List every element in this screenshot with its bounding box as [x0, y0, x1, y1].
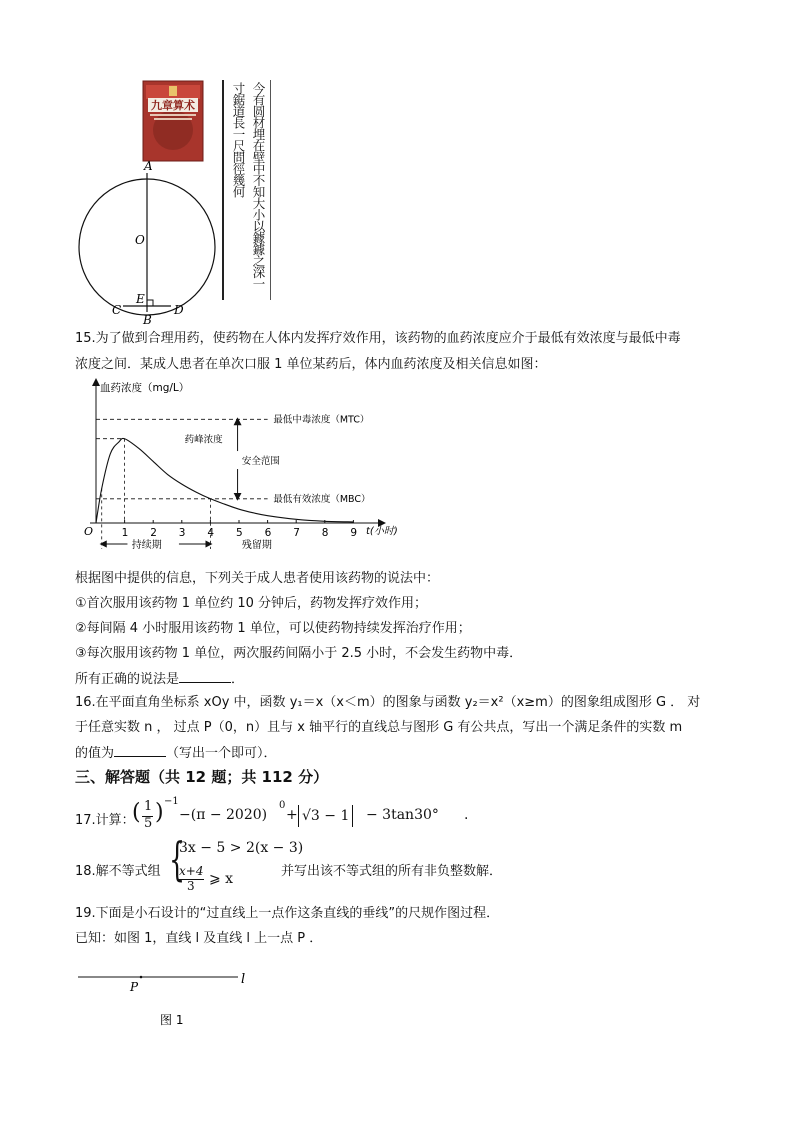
q17-plus: +: [286, 807, 298, 823]
x-tick-label: 5: [236, 527, 243, 539]
x-tick-label: 9: [350, 527, 358, 539]
q15-ask: [75, 670, 244, 689]
q18-ineq2-den: 3: [187, 879, 195, 893]
x-tick-label: 6: [264, 527, 272, 539]
x-tick-label: 8: [321, 527, 329, 539]
q16-line2: 于任意实数 n ， 过点 P（0，n）且与 x 轴平行的直线总与图形 G 有公共点，写出一个满足条件的实数 m: [75, 720, 683, 735]
q16-line3-b: （写出一个即可）．: [166, 746, 277, 761]
label-e: E: [136, 292, 145, 306]
q18-ineq2-rest: ⩾ x: [209, 871, 234, 887]
x-tick-label: 4: [207, 527, 215, 539]
q18-suffix: 并写出该不等式组的所有非负整数解．: [281, 864, 503, 879]
q18-ineq1: 3x − 5 > 2(x − 3): [179, 840, 304, 856]
q18-ineq2-num: x+4: [179, 864, 204, 878]
concentration-curve: [96, 438, 353, 523]
label-c: C: [112, 303, 122, 317]
q18-prefix: 18.解不等式组: [75, 864, 161, 879]
y-axis-label: 血药浓度（mg/L）: [100, 382, 190, 394]
q17-frac-den: 5: [144, 816, 153, 831]
vertical-text-col1: 今有圆材埋在壁中不知大小以鐻鐻之深一: [251, 82, 266, 289]
label-o: O: [135, 233, 145, 247]
q19-line2: 已知：如图 1，直线 l 及直线 l 上一点 P ．: [75, 931, 323, 946]
q17-exp0: 0: [279, 800, 286, 811]
label-b: B: [143, 313, 152, 326]
x-tick-label: 1: [121, 527, 129, 539]
peak-annotation: 药峰浓度: [184, 434, 223, 446]
origin-label: O: [84, 525, 94, 538]
label-l: l: [241, 972, 246, 987]
duration-annotation: 持续期: [131, 540, 162, 551]
q15-ask-end: ．: [231, 672, 245, 687]
q16-answer-blank[interactable]: [114, 744, 166, 757]
residual-annotation: 残留期: [241, 540, 272, 551]
safe-range-annotation: 安全范围: [241, 456, 280, 468]
x-tick-label: 7: [293, 527, 300, 539]
q16-line3: [75, 744, 277, 763]
q15-ask-text: 所有正确的说法是: [75, 672, 180, 687]
classical-text-image: [222, 80, 271, 300]
label-p: P: [130, 980, 139, 994]
section-3-heading: 三、解答题（共 12 题；共 112 分）: [75, 768, 329, 786]
figure-1-caption: 图 1: [160, 1013, 184, 1027]
q17-prefix: 17.计算：: [75, 813, 135, 828]
q17-abs: √3 − 1: [298, 805, 353, 827]
label-d: D: [174, 303, 184, 317]
q15-answer-blank[interactable]: [179, 670, 231, 683]
q17-term2: −(π − 2020): [179, 807, 268, 823]
q17-term4: − 3tan30°: [366, 807, 439, 823]
q19-line1: 19.下面是小石设计的“过直线上一点作这条直线的垂线”的尺规作图过程．: [75, 906, 500, 921]
drug-concentration-chart: [70, 378, 410, 558]
q15-statement-3: ③每次服用该药物 1 单位，两次服药间隔小于 2.5 小时，不会发生药物中毒．: [75, 646, 523, 661]
q15-statement-2: ②每间隔 4 小时服用该药物 1 单位，可以使药物持续发挥治疗作用；: [75, 621, 471, 636]
right-angle-mark: [147, 300, 153, 306]
vertical-text-col2: 寸鋸道長一尺問徑幾何: [231, 82, 246, 197]
x-tick-label: 2: [150, 527, 157, 539]
q15-statement-1: ①首次服用该药物 1 单位约 10 分钟后，药物发挥疗效作用；: [75, 596, 427, 611]
x-tick-label: 3: [178, 527, 186, 539]
q15-intro: 根据图中提供的信息，下列关于成人患者使用该药物的说法中：: [75, 571, 440, 586]
figure-1-line-l: [74, 966, 264, 1036]
mbc-annotation: 最低有效浓度（MBC）: [273, 493, 371, 505]
mtc-annotation: 最低中毒浓度（MTC）: [273, 414, 370, 426]
q17-end: .: [464, 807, 469, 823]
q16-line3-a: 的值为: [75, 746, 115, 761]
q17-exp: −1: [164, 796, 179, 807]
q15-line1: 15.为了做到合理用药，使药物在人体内发挥疗效作用，该药物的血药浓度应介于最低有效浓度与最低中毒: [75, 331, 681, 346]
q16-line1: 16.在平面直角坐标系 xOy 中，函数 y₁＝x（x＜m）的图象与函数 y₂＝x²（x≥m）的图象组成图形 G ． 对: [75, 695, 701, 710]
label-a: A: [144, 159, 153, 173]
x-axis-label: t(小时): [366, 526, 398, 537]
q18: 18.解不等式组 { 3x − 5 > 2(x − 3) x+4 3 ⩾ x 并写出该不等式组的所有非负整数解．: [75, 832, 503, 893]
book-cover-image: [143, 81, 203, 161]
book-title: 九章算术: [151, 99, 195, 112]
q17-frac-num: 1: [144, 799, 153, 814]
point-p: [140, 976, 143, 979]
q15-line2: 浓度之间．某成人患者在单次口服 1 单位某药后，体内血药浓度及相关信息如图：: [75, 357, 547, 372]
